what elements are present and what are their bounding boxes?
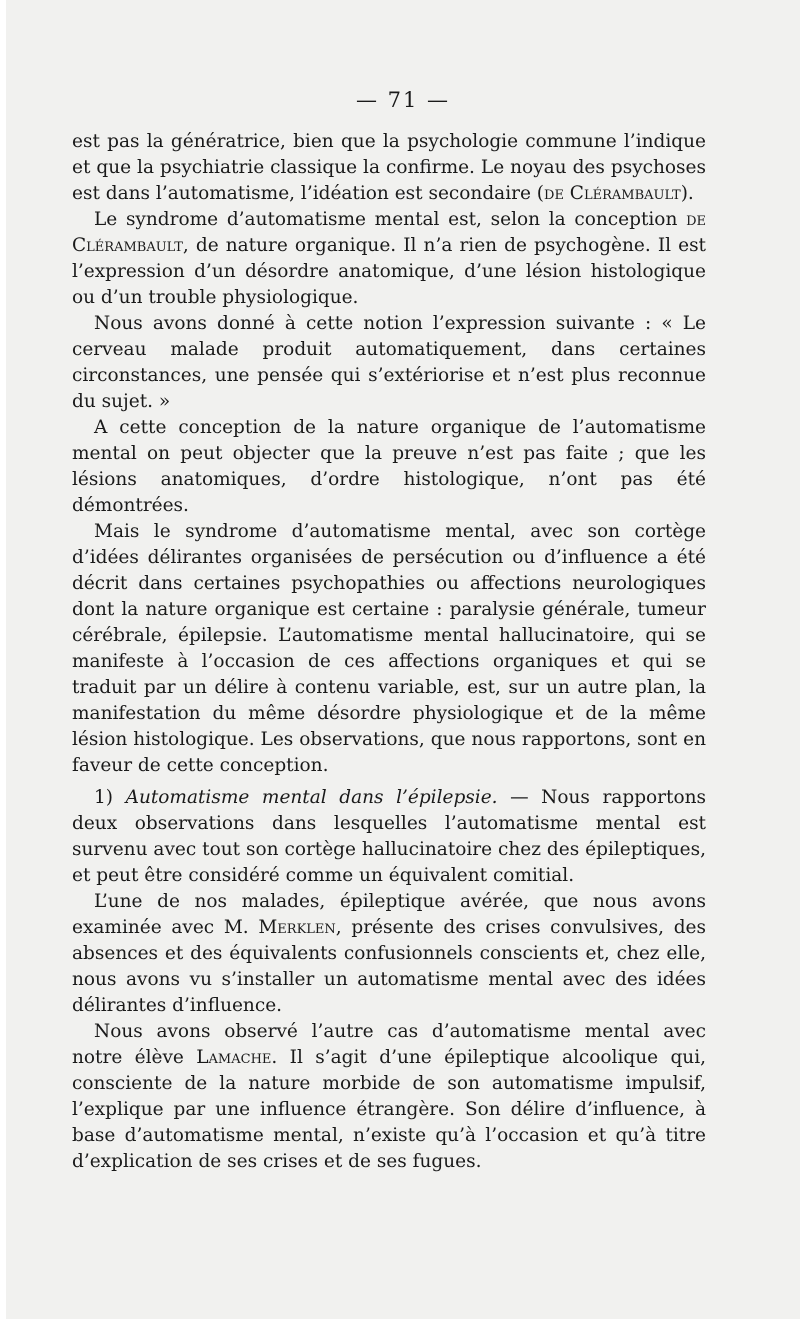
page-number: — 71 —	[355, 88, 451, 112]
paragraph: L’une de nos malades, épileptique avérée, que nous avons examinée avec M. Merklen, présente des crises convulsives, des absences et des équivalents confusionnels conscients et, chez elle, nous avons vu s’installer un automatisme mental avec des idées délirantes d’influence.	[72, 891, 706, 1016]
section-organic-nature	[72, 129, 706, 779]
author-reference: de Clérambault	[72, 209, 706, 256]
paragraph: Mais le syndrome d’automatisme mental, avec son cortège d’idées délirantes organisées de persécution ou d’influence a été décrit dans certaines psychopathies ou affections neurologiques dont la nature organique est certaine : paralysie générale, tumeur cérébrale, épilepsie. L’automatisme mental hallucinatoire, qui se manifeste à l’occasion de ces affections organiques et qui se traduit par un délire à contenu variable, est, sur un autre plan, la manifestation du même désordre physiologique et de la même lésion histologique. Les observations, que nous rapportons, sont en faveur de cette conception.	[72, 521, 706, 776]
author-reference: Lamache	[196, 1047, 272, 1068]
section-number: 1)	[94, 787, 113, 808]
paragraph: Nous avons observé l’autre cas d’automatisme mental avec notre élève Lamache. Il s’agit d’une épileptique alcoolique qui, consciente de la nature morbide de son automatisme impulsif, l’explique par une influence étrangère. Son délire d’influence, à base d’automatisme mental, n’existe qu’à l’occasion et qu’à titre d’explication de ses crises et de ses fugues.	[72, 1021, 706, 1172]
section-title: Automatisme mental dans l’épilepsie.	[125, 787, 498, 808]
author-reference: de Clérambault	[544, 183, 681, 204]
paragraph: Le syndrome d’automatisme mental est, selon la conception de Clérambault, de nature organique. Il n’a rien de psychogène. Il est l’expression d’un désordre anatomique, d’une lésion histologique ou d’un trouble physiologique.	[72, 209, 706, 308]
section-heading-paragraph: 1) Automatisme mental dans l’épilepsie. — Nous rapportons deux observations dans lesquelles l’automatisme mental est survenu avec tout son cortège hallucinatoire chez des épileptiques, et peut être considéré comme un équivalent comitial.	[72, 787, 706, 886]
paragraph: est pas la génératrice, bien que la psychologie commune l’indique et que la psychiatrie classique la confirme. Le noyau des psychoses est dans l’automatisme, l’idéation est secondaire (de Clérambault).	[72, 131, 706, 204]
paragraph: Nous avons donné à cette notion l’expression suivante : « Le cerveau malade produit automatiquement, dans certaines circonstances, une pensée qui s’extériorise et n’est plus reconnue du sujet. »	[72, 313, 706, 412]
section-epilepsy	[72, 785, 706, 1175]
paragraph: A cette conception de la nature organique de l’automatisme mental on peut objecter que la preuve n’est pas faite ; que les lésions anatomiques, d’ordre histologique, n’ont pas été démontrées.	[72, 417, 706, 516]
author-reference: Merklen	[258, 917, 336, 938]
